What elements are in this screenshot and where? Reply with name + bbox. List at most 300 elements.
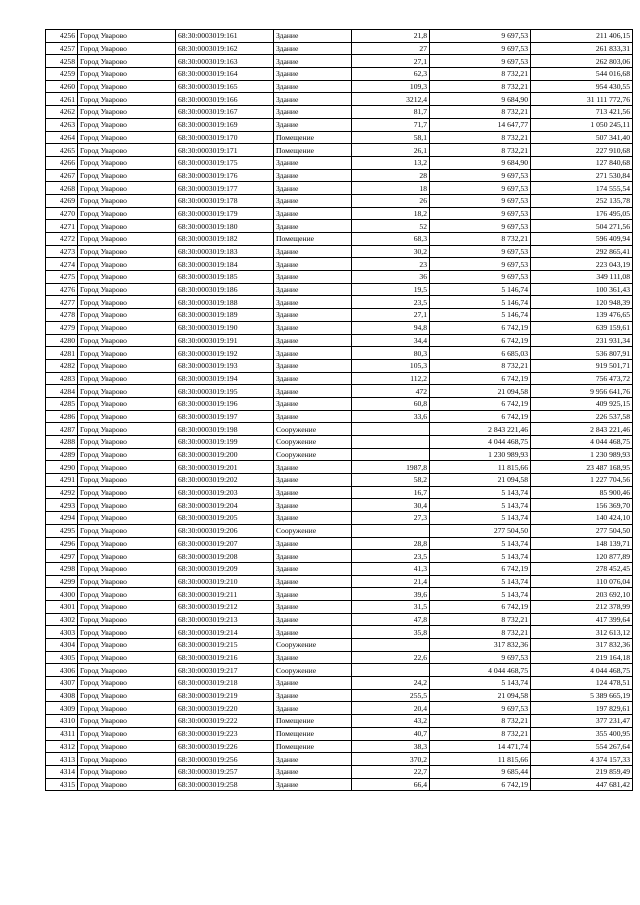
row-number-cell: 4258 — [46, 55, 78, 68]
cadastral-value-cell: 140 424,10 — [531, 512, 633, 525]
settlement-cell: Город Уварово — [78, 626, 176, 639]
specific-value-cell: 5 143,74 — [430, 550, 531, 563]
table-row — [46, 372, 633, 385]
cadastral-number-cell: 68:30:0003019:161 — [176, 30, 274, 43]
object-type-cell: Сооружение — [274, 664, 352, 677]
table-row — [46, 131, 633, 144]
object-type-cell: Здание — [274, 42, 352, 55]
cadastral-number-cell: 68:30:0003019:201 — [176, 461, 274, 474]
area-cell — [352, 423, 430, 436]
object-type-cell: Сооружение — [274, 448, 352, 461]
cadastral-number-cell: 68:30:0003019:207 — [176, 537, 274, 550]
cadastral-number-cell: 68:30:0003019:182 — [176, 233, 274, 246]
settlement-cell: Город Уварово — [78, 359, 176, 372]
settlement-cell: Город Уварово — [78, 42, 176, 55]
table-row — [46, 639, 633, 652]
object-type-cell: Помещение — [274, 144, 352, 157]
cadastral-value-cell: 4 044 468,75 — [531, 664, 633, 677]
table-row — [46, 765, 633, 778]
cadastral-value-cell: 219 164,18 — [531, 651, 633, 664]
object-type-cell: Здание — [274, 474, 352, 487]
object-type-cell: Здание — [274, 410, 352, 423]
cadastral-value-cell: 355 400,95 — [531, 727, 633, 740]
cadastral-number-cell: 68:30:0003019:165 — [176, 80, 274, 93]
object-type-cell: Здание — [274, 30, 352, 43]
object-type-cell: Сооружение — [274, 639, 352, 652]
cadastral-number-cell: 68:30:0003019:163 — [176, 55, 274, 68]
cadastral-number-cell: 68:30:0003019:177 — [176, 182, 274, 195]
specific-value-cell: 21 094,58 — [430, 385, 531, 398]
cadastral-value-cell: 226 537,58 — [531, 410, 633, 423]
cadastral-number-cell: 68:30:0003019:188 — [176, 296, 274, 309]
row-number-cell: 4272 — [46, 233, 78, 246]
specific-value-cell: 8 732,21 — [430, 80, 531, 93]
row-number-cell: 4270 — [46, 207, 78, 220]
cadastral-value-cell: 9 956 641,76 — [531, 385, 633, 398]
table-row — [46, 359, 633, 372]
cadastral-value-cell: 312 613,12 — [531, 626, 633, 639]
specific-value-cell: 6 742,19 — [430, 372, 531, 385]
cadastral-value-cell: 148 139,71 — [531, 537, 633, 550]
cadastral-value-cell: 536 807,91 — [531, 347, 633, 360]
specific-value-cell: 9 697,53 — [430, 220, 531, 233]
cadastral-value-table — [45, 29, 633, 791]
table-row — [46, 499, 633, 512]
settlement-cell: Город Уварово — [78, 524, 176, 537]
settlement-cell: Город Уварово — [78, 499, 176, 512]
cadastral-value-cell: 1 227 704,56 — [531, 474, 633, 487]
table-row — [46, 80, 633, 93]
row-number-cell: 4277 — [46, 296, 78, 309]
object-type-cell: Здание — [274, 118, 352, 131]
table-row — [46, 702, 633, 715]
object-type-cell: Здание — [274, 600, 352, 613]
object-type-cell: Здание — [274, 550, 352, 563]
row-number-cell: 4311 — [46, 727, 78, 740]
object-type-cell: Здание — [274, 334, 352, 347]
row-number-cell: 4315 — [46, 778, 78, 791]
settlement-cell: Город Уварово — [78, 80, 176, 93]
cadastral-value-cell: 349 111,08 — [531, 271, 633, 284]
table-row — [46, 207, 633, 220]
row-number-cell: 4288 — [46, 436, 78, 449]
cadastral-value-cell: 639 159,61 — [531, 321, 633, 334]
table-row — [46, 474, 633, 487]
area-cell: 21,8 — [352, 30, 430, 43]
area-cell: 31,5 — [352, 600, 430, 613]
specific-value-cell: 9 697,53 — [430, 42, 531, 55]
cadastral-number-cell: 68:30:0003019:198 — [176, 423, 274, 436]
object-type-cell: Здание — [274, 397, 352, 410]
cadastral-value-cell: 127 840,68 — [531, 156, 633, 169]
object-type-cell: Помещение — [274, 233, 352, 246]
cadastral-number-cell: 68:30:0003019:186 — [176, 283, 274, 296]
table-row — [46, 220, 633, 233]
row-number-cell: 4313 — [46, 753, 78, 766]
settlement-cell: Город Уварово — [78, 271, 176, 284]
settlement-cell: Город Уварово — [78, 106, 176, 119]
cadastral-value-cell: 262 803,06 — [531, 55, 633, 68]
area-cell: 26,1 — [352, 144, 430, 157]
specific-value-cell: 5 146,74 — [430, 309, 531, 322]
row-number-cell: 4273 — [46, 245, 78, 258]
settlement-cell: Город Уварово — [78, 309, 176, 322]
row-number-cell: 4293 — [46, 499, 78, 512]
object-type-cell: Здание — [274, 651, 352, 664]
settlement-cell: Город Уварово — [78, 474, 176, 487]
object-type-cell: Сооружение — [274, 436, 352, 449]
row-number-cell: 4308 — [46, 689, 78, 702]
area-cell: 81,7 — [352, 106, 430, 119]
area-cell: 39,6 — [352, 588, 430, 601]
specific-value-cell: 8 732,21 — [430, 233, 531, 246]
cadastral-value-cell: 417 399,64 — [531, 613, 633, 626]
cadastral-value-cell: 2 843 221,46 — [531, 423, 633, 436]
table-row — [46, 118, 633, 131]
row-number-cell: 4274 — [46, 258, 78, 271]
cadastral-value-cell: 261 833,31 — [531, 42, 633, 55]
area-cell: 472 — [352, 385, 430, 398]
specific-value-cell: 11 815,66 — [430, 461, 531, 474]
row-number-cell: 4298 — [46, 562, 78, 575]
table-row — [46, 436, 633, 449]
settlement-cell: Город Уварово — [78, 68, 176, 81]
settlement-cell: Город Уварово — [78, 639, 176, 652]
table-row — [46, 144, 633, 157]
cadastral-number-cell: 68:30:0003019:197 — [176, 410, 274, 423]
settlement-cell: Город Уварово — [78, 651, 176, 664]
row-number-cell: 4259 — [46, 68, 78, 81]
table-row — [46, 727, 633, 740]
area-cell: 27,3 — [352, 512, 430, 525]
table-row — [46, 448, 633, 461]
specific-value-cell: 5 146,74 — [430, 283, 531, 296]
specific-value-cell: 9 684,90 — [430, 156, 531, 169]
area-cell: 94,8 — [352, 321, 430, 334]
cadastral-number-cell: 68:30:0003019:195 — [176, 385, 274, 398]
specific-value-cell: 6 742,19 — [430, 397, 531, 410]
table-row — [46, 68, 633, 81]
cadastral-number-cell: 68:30:0003019:216 — [176, 651, 274, 664]
area-cell: 35,8 — [352, 626, 430, 639]
table-row — [46, 410, 633, 423]
cadastral-value-cell: 31 111 772,76 — [531, 93, 633, 106]
cadastral-number-cell: 68:30:0003019:175 — [176, 156, 274, 169]
specific-value-cell: 21 094,58 — [430, 474, 531, 487]
table-row — [46, 575, 633, 588]
cadastral-value-cell: 139 476,65 — [531, 309, 633, 322]
settlement-cell: Город Уварово — [78, 118, 176, 131]
specific-value-cell: 6 685,03 — [430, 347, 531, 360]
settlement-cell: Город Уварово — [78, 765, 176, 778]
row-number-cell: 4283 — [46, 372, 78, 385]
object-type-cell: Помещение — [274, 727, 352, 740]
area-cell: 24,2 — [352, 677, 430, 690]
settlement-cell: Город Уварово — [78, 233, 176, 246]
cadastral-number-cell: 68:30:0003019:170 — [176, 131, 274, 144]
cadastral-number-cell: 68:30:0003019:179 — [176, 207, 274, 220]
row-number-cell: 4295 — [46, 524, 78, 537]
area-cell: 36 — [352, 271, 430, 284]
table-row — [46, 194, 633, 207]
specific-value-cell: 9 697,53 — [430, 245, 531, 258]
settlement-cell: Город Уварово — [78, 727, 176, 740]
cadastral-number-cell: 68:30:0003019:171 — [176, 144, 274, 157]
cadastral-value-cell: 219 859,49 — [531, 765, 633, 778]
object-type-cell: Сооружение — [274, 423, 352, 436]
cadastral-value-cell: 292 865,41 — [531, 245, 633, 258]
settlement-cell: Город Уварово — [78, 423, 176, 436]
object-type-cell: Здание — [274, 156, 352, 169]
cadastral-value-cell: 277 504,50 — [531, 524, 633, 537]
cadastral-number-cell: 68:30:0003019:192 — [176, 347, 274, 360]
area-cell: 22,7 — [352, 765, 430, 778]
cadastral-value-cell: 507 341,40 — [531, 131, 633, 144]
area-cell: 18,2 — [352, 207, 430, 220]
cadastral-value-cell: 447 681,42 — [531, 778, 633, 791]
settlement-cell: Город Уварово — [78, 512, 176, 525]
specific-value-cell: 5 143,74 — [430, 588, 531, 601]
row-number-cell: 4292 — [46, 486, 78, 499]
object-type-cell: Здание — [274, 347, 352, 360]
cadastral-value-cell: 544 016,68 — [531, 68, 633, 81]
area-cell — [352, 448, 430, 461]
area-cell: 52 — [352, 220, 430, 233]
cadastral-value-cell: 554 267,64 — [531, 740, 633, 753]
cadastral-number-cell: 68:30:0003019:202 — [176, 474, 274, 487]
area-cell: 26 — [352, 194, 430, 207]
row-number-cell: 4294 — [46, 512, 78, 525]
area-cell: 66,4 — [352, 778, 430, 791]
cadastral-number-cell: 68:30:0003019:200 — [176, 448, 274, 461]
cadastral-number-cell: 68:30:0003019:166 — [176, 93, 274, 106]
specific-value-cell: 6 742,19 — [430, 778, 531, 791]
cadastral-value-cell: 120 877,89 — [531, 550, 633, 563]
table-row — [46, 524, 633, 537]
area-cell: 33,6 — [352, 410, 430, 423]
settlement-cell: Город Уварово — [78, 385, 176, 398]
object-type-cell: Здание — [274, 321, 352, 334]
specific-value-cell: 9 697,53 — [430, 702, 531, 715]
object-type-cell: Здание — [274, 588, 352, 601]
table-row — [46, 258, 633, 271]
cadastral-number-cell: 68:30:0003019:208 — [176, 550, 274, 563]
area-cell: 27 — [352, 42, 430, 55]
area-cell: 38,3 — [352, 740, 430, 753]
cadastral-value-cell: 110 076,04 — [531, 575, 633, 588]
cadastral-value-cell: 211 406,15 — [531, 30, 633, 43]
cadastral-number-cell: 68:30:0003019:212 — [176, 600, 274, 613]
row-number-cell: 4307 — [46, 677, 78, 690]
area-cell: 62,3 — [352, 68, 430, 81]
cadastral-number-cell: 68:30:0003019:220 — [176, 702, 274, 715]
object-type-cell: Здание — [274, 499, 352, 512]
cadastral-value-cell: 100 361,43 — [531, 283, 633, 296]
specific-value-cell: 9 684,90 — [430, 93, 531, 106]
settlement-cell: Город Уварово — [78, 588, 176, 601]
table-row — [46, 550, 633, 563]
object-type-cell: Здание — [274, 385, 352, 398]
cadastral-value-cell: 954 430,55 — [531, 80, 633, 93]
settlement-cell: Город Уварово — [78, 207, 176, 220]
cadastral-number-cell: 68:30:0003019:214 — [176, 626, 274, 639]
settlement-cell: Город Уварово — [78, 144, 176, 157]
object-type-cell: Здание — [274, 537, 352, 550]
settlement-cell: Город Уварово — [78, 753, 176, 766]
cadastral-value-cell: 227 910,68 — [531, 144, 633, 157]
object-type-cell: Здание — [274, 220, 352, 233]
cadastral-number-cell: 68:30:0003019:183 — [176, 245, 274, 258]
table-row — [46, 55, 633, 68]
area-cell: 28 — [352, 169, 430, 182]
area-cell: 71,7 — [352, 118, 430, 131]
settlement-cell: Город Уварово — [78, 334, 176, 347]
object-type-cell: Здание — [274, 702, 352, 715]
row-number-cell: 4268 — [46, 182, 78, 195]
cadastral-number-cell: 68:30:0003019:196 — [176, 397, 274, 410]
cadastral-value-cell: 176 495,05 — [531, 207, 633, 220]
cadastral-value-cell: 596 409,94 — [531, 233, 633, 246]
settlement-cell: Город Уварово — [78, 677, 176, 690]
cadastral-value-cell: 203 692,10 — [531, 588, 633, 601]
object-type-cell: Здание — [274, 486, 352, 499]
table-row — [46, 93, 633, 106]
cadastral-number-cell: 68:30:0003019:185 — [176, 271, 274, 284]
specific-value-cell: 2 843 221,46 — [430, 423, 531, 436]
settlement-cell: Город Уварово — [78, 30, 176, 43]
cadastral-value-cell: 504 271,56 — [531, 220, 633, 233]
cadastral-number-cell: 68:30:0003019:199 — [176, 436, 274, 449]
specific-value-cell: 9 697,53 — [430, 271, 531, 284]
settlement-cell: Город Уварово — [78, 550, 176, 563]
row-number-cell: 4275 — [46, 271, 78, 284]
object-type-cell: Сооружение — [274, 524, 352, 537]
cadastral-number-cell: 68:30:0003019:176 — [176, 169, 274, 182]
row-number-cell: 4312 — [46, 740, 78, 753]
cadastral-number-cell: 68:30:0003019:210 — [176, 575, 274, 588]
table-row — [46, 30, 633, 43]
object-type-cell: Здание — [274, 461, 352, 474]
row-number-cell: 4297 — [46, 550, 78, 563]
row-number-cell: 4287 — [46, 423, 78, 436]
area-cell: 30,4 — [352, 499, 430, 512]
settlement-cell: Город Уварово — [78, 372, 176, 385]
area-cell: 21,4 — [352, 575, 430, 588]
settlement-cell: Город Уварово — [78, 296, 176, 309]
area-cell: 58,1 — [352, 131, 430, 144]
settlement-cell: Город Уварово — [78, 537, 176, 550]
row-number-cell: 4266 — [46, 156, 78, 169]
table-row — [46, 271, 633, 284]
cadastral-number-cell: 68:30:0003019:222 — [176, 715, 274, 728]
table-body — [46, 30, 633, 791]
cadastral-value-cell: 278 452,45 — [531, 562, 633, 575]
cadastral-number-cell: 68:30:0003019:169 — [176, 118, 274, 131]
table-row — [46, 233, 633, 246]
cadastral-value-cell: 271 530,84 — [531, 169, 633, 182]
object-type-cell: Здание — [274, 55, 352, 68]
row-number-cell: 4280 — [46, 334, 78, 347]
specific-value-cell: 9 697,53 — [430, 55, 531, 68]
settlement-cell: Город Уварово — [78, 689, 176, 702]
settlement-cell: Город Уварово — [78, 321, 176, 334]
area-cell: 23,5 — [352, 550, 430, 563]
specific-value-cell: 8 732,21 — [430, 68, 531, 81]
row-number-cell: 4276 — [46, 283, 78, 296]
object-type-cell: Помещение — [274, 740, 352, 753]
area-cell: 80,3 — [352, 347, 430, 360]
cadastral-number-cell: 68:30:0003019:219 — [176, 689, 274, 702]
area-cell — [352, 524, 430, 537]
area-cell — [352, 436, 430, 449]
row-number-cell: 4303 — [46, 626, 78, 639]
cadastral-number-cell: 68:30:0003019:167 — [176, 106, 274, 119]
area-cell: 41,3 — [352, 562, 430, 575]
settlement-cell: Город Уварово — [78, 182, 176, 195]
settlement-cell: Город Уварово — [78, 245, 176, 258]
row-number-cell: 4261 — [46, 93, 78, 106]
row-number-cell: 4264 — [46, 131, 78, 144]
settlement-cell: Город Уварово — [78, 575, 176, 588]
object-type-cell: Здание — [274, 283, 352, 296]
specific-value-cell: 6 742,19 — [430, 410, 531, 423]
cadastral-value-cell: 5 389 665,19 — [531, 689, 633, 702]
specific-value-cell: 5 143,74 — [430, 512, 531, 525]
row-number-cell: 4279 — [46, 321, 78, 334]
table-row — [46, 296, 633, 309]
object-type-cell: Здание — [274, 245, 352, 258]
object-type-cell: Здание — [274, 677, 352, 690]
specific-value-cell: 21 094,58 — [430, 689, 531, 702]
row-number-cell: 4301 — [46, 600, 78, 613]
row-number-cell: 4291 — [46, 474, 78, 487]
cadastral-number-cell: 68:30:0003019:184 — [176, 258, 274, 271]
specific-value-cell: 8 732,21 — [430, 359, 531, 372]
cadastral-value-cell: 23 487 168,95 — [531, 461, 633, 474]
table-row — [46, 600, 633, 613]
table-row — [46, 156, 633, 169]
object-type-cell: Здание — [274, 309, 352, 322]
specific-value-cell: 5 143,74 — [430, 499, 531, 512]
specific-value-cell: 14 647,77 — [430, 118, 531, 131]
object-type-cell: Здание — [274, 613, 352, 626]
object-type-cell: Здание — [274, 626, 352, 639]
area-cell: 18 — [352, 182, 430, 195]
cadastral-number-cell: 68:30:0003019:205 — [176, 512, 274, 525]
table-row — [46, 397, 633, 410]
settlement-cell: Город Уварово — [78, 778, 176, 791]
specific-value-cell: 277 504,50 — [430, 524, 531, 537]
specific-value-cell: 4 044 468,75 — [430, 436, 531, 449]
row-number-cell: 4263 — [46, 118, 78, 131]
row-number-cell: 4309 — [46, 702, 78, 715]
object-type-cell: Здание — [274, 296, 352, 309]
specific-value-cell: 9 697,53 — [430, 258, 531, 271]
table-row — [46, 537, 633, 550]
object-type-cell: Здание — [274, 765, 352, 778]
settlement-cell: Город Уварово — [78, 194, 176, 207]
specific-value-cell: 4 044 468,75 — [430, 664, 531, 677]
area-cell: 68,3 — [352, 233, 430, 246]
row-number-cell: 4306 — [46, 664, 78, 677]
area-cell — [352, 664, 430, 677]
table-row — [46, 613, 633, 626]
cadastral-number-cell: 68:30:0003019:217 — [176, 664, 274, 677]
cadastral-number-cell: 68:30:0003019:257 — [176, 765, 274, 778]
cadastral-number-cell: 68:30:0003019:206 — [176, 524, 274, 537]
cadastral-value-cell: 124 478,51 — [531, 677, 633, 690]
settlement-cell: Город Уварово — [78, 613, 176, 626]
